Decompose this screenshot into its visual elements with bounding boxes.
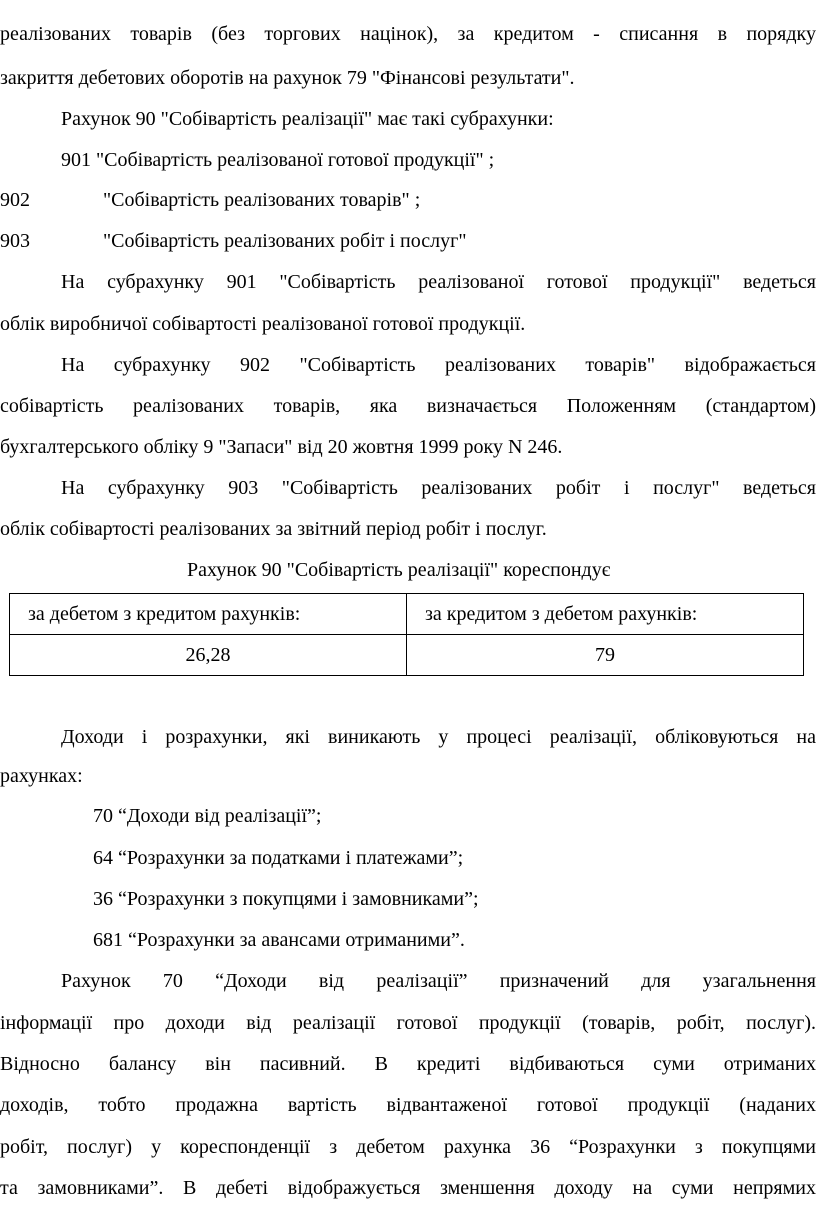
table-header-row <box>10 594 804 635</box>
list-item: 681 “Розрахунки за авансами отриманими”. <box>93 929 465 951</box>
text-line: собівартість реалізованих товарів, яка визначається Положенням (стандартом) <box>0 395 816 417</box>
table-cell: 26,28 <box>10 635 407 676</box>
text-line: Рахунок 90 "Собівартість реалізації" має такі субрахунки: <box>61 108 554 130</box>
text-line: облік виробничої собівартості реалізованої готової продукції. <box>0 313 526 335</box>
list-item: 64 “Розрахунки за податками і платежами”; <box>93 847 464 869</box>
subaccount-901: 901 "Собівартість реалізованої готової продукції" ; <box>61 149 495 171</box>
text-line: Рахунок 70 “Доходи від реалізації” призначений для узагальнення <box>61 970 816 992</box>
text-line: та замовниками”. В дебеті відображується зменшення доходу на суми непрямих <box>0 1177 816 1199</box>
text-line: На субрахунку 901 "Собівартість реалізованої готової продукції" ведеться <box>61 271 816 293</box>
text-line: робіт, послуг) у кореспонденції з дебетом рахунка 36 “Розрахунки з покупцями <box>0 1136 816 1158</box>
text-line: Доходи і розрахунки, які виникають у процесі реалізації, обліковуються на <box>61 726 816 748</box>
text-line: доходів, тобто продажна вартість відвантаженої готової продукції (наданих <box>0 1094 816 1116</box>
table-row <box>10 635 804 676</box>
text-line: На субрахунку 902 "Собівартість реалізованих товарів" відображається <box>61 354 816 376</box>
list-item: 70 “Доходи від реалізації”; <box>93 805 322 827</box>
text-line: На субрахунку 903 "Собівартість реалізованих робіт і послуг" ведеться <box>61 477 816 499</box>
text-line: облік собівартості реалізованих за звітний період робіт і послуг. <box>0 518 547 540</box>
subaccount-code: 903 <box>0 230 30 252</box>
subaccount-title: "Собівартість реалізованих робіт і послуг" <box>103 230 467 252</box>
correspondence-table <box>9 593 804 676</box>
text-line: Відносно балансу він пасивний. В кредиті відбиваються суми отриманих <box>0 1053 816 1075</box>
table-header-cell: за дебетом з кредитом рахунків: <box>10 594 407 635</box>
table-header-cell: за кредитом з дебетом рахунків: <box>407 594 804 635</box>
subaccount-title: "Собівартість реалізованих товарів" ; <box>103 189 421 211</box>
text-line: рахунках: <box>0 765 83 787</box>
table-cell: 79 <box>407 635 804 676</box>
text-line: реалізованих товарів (без торгових націнок), за кредитом - списання в порядку <box>0 23 816 45</box>
list-item: 36 “Розрахунки з покупцями і замовниками”; <box>93 888 479 910</box>
subaccount-code: 902 <box>0 189 30 211</box>
table-caption: Рахунок 90 "Собівартість реалізації" кореспондує <box>187 559 611 581</box>
text-line: інформації про доходи від реалізації готової продукції (товарів, робіт, послуг). <box>0 1012 816 1034</box>
text-line: бухгалтерського обліку 9 "Запаси" від 20 жовтня 1999 року N 246. <box>0 436 563 458</box>
text-line: закриття дебетових оборотів на рахунок 79 "Фінансові результати". <box>0 67 575 89</box>
